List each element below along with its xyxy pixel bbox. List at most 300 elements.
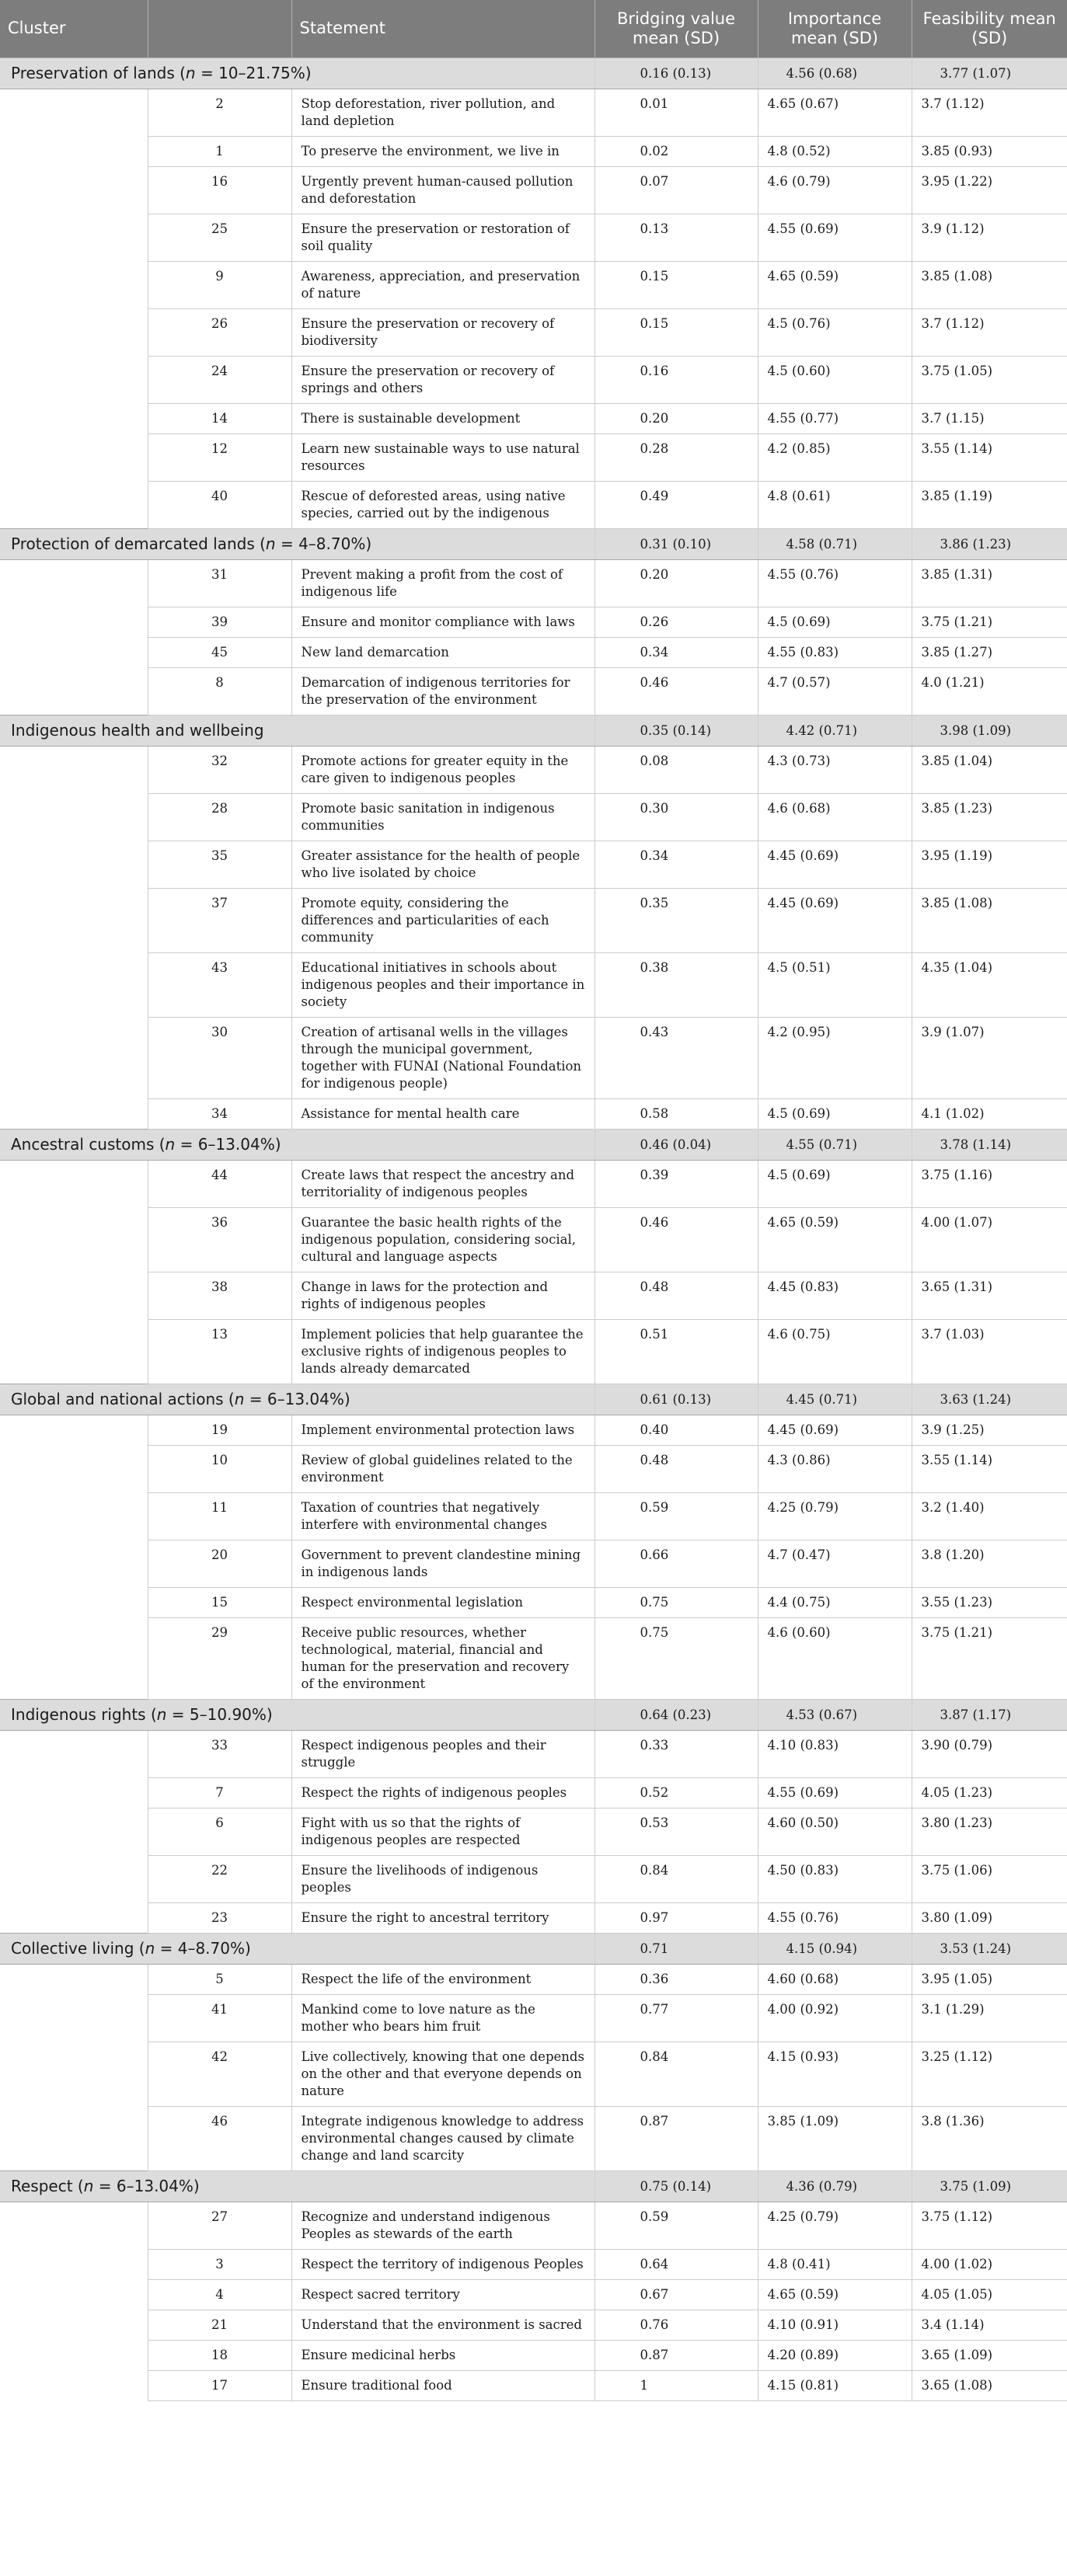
- importance-value: 4.00 (0.92): [758, 1994, 912, 2042]
- statement-text: Demarcation of indigenous territories for the preservation of the environment: [291, 667, 595, 715]
- table-row: [0, 1319, 1067, 1384]
- statement-text: Greater assistance for the health of people who live isolated by choice: [291, 841, 595, 888]
- cluster-bridging-value: 0.31 (0.10): [595, 528, 758, 559]
- table-row: [0, 559, 1067, 607]
- table-body: [0, 57, 1067, 2400]
- statement-text: Fight with us so that the rights of indigenous peoples are respected: [291, 1808, 595, 1855]
- table-row: [0, 841, 1067, 888]
- cluster-spacer-cell: [0, 1730, 148, 1933]
- statement-number: 18: [148, 2340, 291, 2370]
- feasibility-value: 4.00 (1.07): [912, 1207, 1067, 1272]
- statement-number: 46: [148, 2106, 291, 2170]
- importance-value: 4.55 (0.83): [758, 637, 912, 667]
- feasibility-value: 3.85 (1.31): [912, 559, 1067, 607]
- bridging-value: 0.75: [595, 1617, 758, 1699]
- statement-number: 36: [148, 1207, 291, 1272]
- importance-value: 4.5 (0.51): [758, 952, 912, 1017]
- bridging-value: 0.35: [595, 888, 758, 952]
- table-row: [0, 2279, 1067, 2310]
- bridging-value: 0.84: [595, 2042, 758, 2106]
- cluster-row: [0, 715, 1067, 746]
- table-row: [0, 746, 1067, 793]
- feasibility-value: 3.85 (1.04): [912, 746, 1067, 793]
- bridging-value: 0.59: [595, 2202, 758, 2249]
- feasibility-value: 3.25 (1.12): [912, 2042, 1067, 2106]
- cluster-name: [0, 1129, 595, 1160]
- bridging-value: 0.01: [595, 89, 758, 136]
- table-row: [0, 667, 1067, 715]
- table-row: [0, 1855, 1067, 1902]
- cluster-bridging-value: 0.75 (0.14): [595, 2170, 758, 2202]
- table-row: [0, 1017, 1067, 1098]
- statement-number: 11: [148, 1492, 291, 1540]
- cluster-feasibility: 3.77 (1.07): [912, 57, 1067, 89]
- cluster-name: [0, 528, 595, 559]
- bridging-value: 0.15: [595, 261, 758, 308]
- feasibility-value: 3.8 (1.36): [912, 2106, 1067, 2170]
- statement-text: Respect indigenous peoples and their struggle: [291, 1730, 595, 1777]
- feasibility-value: 3.75 (1.06): [912, 1855, 1067, 1902]
- statement-text: Respect environmental legislation: [291, 1587, 595, 1617]
- cluster-n-symbol: n: [83, 2177, 94, 2195]
- statement-text: Rescue of deforested areas, using native species, carried out by the indigenous: [291, 481, 595, 528]
- bridging-value: 0.58: [595, 1098, 758, 1129]
- importance-value: 4.6 (0.79): [758, 166, 912, 214]
- bridging-value: 0.13: [595, 214, 758, 261]
- feasibility-value: 3.85 (1.19): [912, 481, 1067, 528]
- importance-value: 4.65 (0.59): [758, 261, 912, 308]
- feasibility-value: 3.75 (1.05): [912, 356, 1067, 403]
- table-row: [0, 1777, 1067, 1808]
- table-row: [0, 1415, 1067, 1445]
- cluster-name-label: Collective living (: [11, 1939, 145, 1958]
- table-row: [0, 793, 1067, 841]
- table-row: [0, 136, 1067, 166]
- bridging-value: 0.30: [595, 793, 758, 841]
- cluster-name: [0, 1933, 595, 1964]
- cluster-feasibility: 3.78 (1.14): [912, 1129, 1067, 1160]
- cluster-count: = 6–13.04%): [175, 1135, 281, 1154]
- feasibility-value: 4.35 (1.04): [912, 952, 1067, 1017]
- feasibility-value: 3.85 (1.08): [912, 261, 1067, 308]
- statement-text: Ensure traditional food: [291, 2370, 595, 2400]
- cluster-row: [0, 2170, 1067, 2202]
- cluster-count: = 4–8.70%): [275, 534, 372, 553]
- importance-value: 4.5 (0.69): [758, 607, 912, 637]
- cluster-count: = 4–8.70%): [155, 1939, 251, 1958]
- table-row: [0, 2042, 1067, 2106]
- bridging-value: 0.77: [595, 1994, 758, 2042]
- importance-value: 4.60 (0.68): [758, 1964, 912, 1994]
- bridging-value: 0.08: [595, 746, 758, 793]
- bridging-value: 0.76: [595, 2310, 758, 2340]
- cluster-n-symbol: n: [165, 1135, 176, 1154]
- statement-text: Government to prevent clandestine mining in indigenous lands: [291, 1540, 595, 1587]
- statement-text: Assistance for mental health care: [291, 1098, 595, 1129]
- importance-value: 4.65 (0.67): [758, 89, 912, 136]
- table-row: [0, 1207, 1067, 1272]
- table-row: [0, 1808, 1067, 1855]
- statement-number: 42: [148, 2042, 291, 2106]
- statement-number: 5: [148, 1964, 291, 1994]
- cluster-importance: 4.42 (0.71): [758, 715, 912, 746]
- bridging-value: 0.33: [595, 1730, 758, 1777]
- bridging-value: 0.02: [595, 136, 758, 166]
- statement-text: Ensure and monitor compliance with laws: [291, 607, 595, 637]
- table-row: [0, 1492, 1067, 1540]
- feasibility-value: 3.55 (1.14): [912, 433, 1067, 481]
- statement-number: 41: [148, 1994, 291, 2042]
- table-row: [0, 433, 1067, 481]
- cluster-row: [0, 528, 1067, 559]
- importance-value: 4.8 (0.61): [758, 481, 912, 528]
- table-row: [0, 1272, 1067, 1319]
- statement-number: 12: [148, 433, 291, 481]
- cluster-name-label: Preservation of lands (: [11, 64, 186, 82]
- statement-number: 15: [148, 1587, 291, 1617]
- cluster-row: [0, 1129, 1067, 1160]
- statement-text: Awareness, appreciation, and preservation of nature: [291, 261, 595, 308]
- table-row: [0, 607, 1067, 637]
- cluster-name-label: Indigenous health and wellbeing: [11, 721, 264, 740]
- bridging-value: 0.16: [595, 356, 758, 403]
- table-row: [0, 403, 1067, 433]
- statement-text: Ensure medicinal herbs: [291, 2340, 595, 2370]
- cluster-spacer-cell: [0, 1160, 148, 1384]
- table-row: [0, 1902, 1067, 1933]
- feasibility-value: 3.85 (1.27): [912, 637, 1067, 667]
- bridging-value: 0.38: [595, 952, 758, 1017]
- statement-text: Implement environmental protection laws: [291, 1415, 595, 1445]
- cluster-bridging-value: 0.16 (0.13): [595, 57, 758, 89]
- bridging-value: 1: [595, 2370, 758, 2400]
- cluster-spacer-cell: [0, 559, 148, 715]
- table-row: [0, 481, 1067, 528]
- statement-text: Stop deforestation, river pollution, and land depletion: [291, 89, 595, 136]
- importance-value: 4.5 (0.76): [758, 308, 912, 356]
- feasibility-value: 3.65 (1.31): [912, 1272, 1067, 1319]
- statement-number: 44: [148, 1160, 291, 1207]
- importance-value: 4.15 (0.93): [758, 2042, 912, 2106]
- cluster-spacer-cell: [0, 746, 148, 1129]
- feasibility-value: 4.05 (1.23): [912, 1777, 1067, 1808]
- table-row: [0, 2202, 1067, 2249]
- statement-number: 10: [148, 1445, 291, 1492]
- table-row: [0, 637, 1067, 667]
- bridging-value: 0.49: [595, 481, 758, 528]
- statement-number: 40: [148, 481, 291, 528]
- table-row: [0, 1445, 1067, 1492]
- table-row: [0, 952, 1067, 1017]
- bridging-value: 0.59: [595, 1492, 758, 1540]
- statement-number: 22: [148, 1855, 291, 1902]
- importance-value: 4.8 (0.41): [758, 2249, 912, 2279]
- statement-text: Receive public resources, whether technological, material, financial and human for the preservation and recovery of the environment: [291, 1617, 595, 1699]
- table-header-row: [0, 0, 1067, 57]
- statement-text: Respect sacred territory: [291, 2279, 595, 2310]
- feasibility-value: 3.1 (1.29): [912, 1994, 1067, 2042]
- statement-text: Ensure the preservation or recovery of springs and others: [291, 356, 595, 403]
- feasibility-value: 3.80 (1.23): [912, 1808, 1067, 1855]
- table-row: [0, 261, 1067, 308]
- statement-text: Change in laws for the protection and rights of indigenous peoples: [291, 1272, 595, 1319]
- cluster-spacer-cell: [0, 2202, 148, 2400]
- cluster-n-symbol: n: [185, 64, 196, 82]
- bridging-value: 0.84: [595, 1855, 758, 1902]
- importance-value: 4.45 (0.69): [758, 888, 912, 952]
- statement-text: To preserve the environment, we live in: [291, 136, 595, 166]
- bridging-value: 0.26: [595, 607, 758, 637]
- statement-number: 29: [148, 1617, 291, 1699]
- statement-number: 2: [148, 89, 291, 136]
- feasibility-value: 3.2 (1.40): [912, 1492, 1067, 1540]
- cluster-feasibility: 3.63 (1.24): [912, 1384, 1067, 1415]
- feasibility-value: 3.85 (1.08): [912, 888, 1067, 952]
- table-row: [0, 1540, 1067, 1587]
- cluster-bridging-value: 0.61 (0.13): [595, 1384, 758, 1415]
- bridging-value: 0.87: [595, 2106, 758, 2170]
- table-row: [0, 1617, 1067, 1699]
- feasibility-value: 4.05 (1.05): [912, 2279, 1067, 2310]
- statement-text: Live collectively, knowing that one depends on the other and that everyone depends on nature: [291, 2042, 595, 2106]
- statement-text: Prevent making a profit from the cost of indigenous life: [291, 559, 595, 607]
- bridging-value: 0.53: [595, 1808, 758, 1855]
- cluster-bridging-value: 0.35 (0.14): [595, 715, 758, 746]
- statement-number: 38: [148, 1272, 291, 1319]
- bridging-value: 0.67: [595, 2279, 758, 2310]
- table-row: [0, 2340, 1067, 2370]
- table-row: [0, 888, 1067, 952]
- statement-number: 39: [148, 607, 291, 637]
- statement-text: There is sustainable development: [291, 403, 595, 433]
- statement-text: Recognize and understand indigenous Peoples as stewards of the earth: [291, 2202, 595, 2249]
- importance-value: 4.4 (0.75): [758, 1587, 912, 1617]
- importance-value: 4.3 (0.86): [758, 1445, 912, 1492]
- feasibility-value: 3.9 (1.07): [912, 1017, 1067, 1098]
- cluster-importance: 4.53 (0.67): [758, 1699, 912, 1730]
- cluster-feasibility: 3.98 (1.09): [912, 715, 1067, 746]
- cluster-importance: 4.55 (0.71): [758, 1129, 912, 1160]
- importance-value: 4.6 (0.68): [758, 793, 912, 841]
- feasibility-value: 3.95 (1.05): [912, 1964, 1067, 1994]
- bridging-value: 0.15: [595, 308, 758, 356]
- cluster-importance: 4.58 (0.71): [758, 528, 912, 559]
- cluster-feasibility: 3.53 (1.24): [912, 1933, 1067, 1964]
- table-row: [0, 1587, 1067, 1617]
- feasibility-value: 4.0 (1.21): [912, 667, 1067, 715]
- importance-value: 4.5 (0.60): [758, 356, 912, 403]
- feasibility-value: 4.00 (1.02): [912, 2249, 1067, 2279]
- statement-text: Educational initiatives in schools about indigenous peoples and their importance in society: [291, 952, 595, 1017]
- statement-number: 7: [148, 1777, 291, 1808]
- cluster-spacer-cell: [0, 1964, 148, 2170]
- statement-number: 27: [148, 2202, 291, 2249]
- statement-number: 6: [148, 1808, 291, 1855]
- statement-number: 14: [148, 403, 291, 433]
- feasibility-value: 3.75 (1.16): [912, 1160, 1067, 1207]
- cluster-importance: 4.36 (0.79): [758, 2170, 912, 2202]
- cluster-n-symbol: n: [265, 534, 276, 553]
- statement-text: Guarantee the basic health rights of the indigenous population, considering social, cultural and language aspects: [291, 1207, 595, 1272]
- cluster-bridging-value: 0.46 (0.04): [595, 1129, 758, 1160]
- bridging-value: 0.51: [595, 1319, 758, 1384]
- importance-value: 4.50 (0.83): [758, 1855, 912, 1902]
- cluster-importance: 4.56 (0.68): [758, 57, 912, 89]
- statement-text: Creation of artisanal wells in the villages through the municipal government, together with FUNAI (National Foundation for indigenous people): [291, 1017, 595, 1098]
- statement-number: 23: [148, 1902, 291, 1933]
- bridging-value: 0.87: [595, 2340, 758, 2370]
- table-row: [0, 308, 1067, 356]
- table-row: [0, 1964, 1067, 1994]
- bridging-value: 0.07: [595, 166, 758, 214]
- statement-text: Ensure the right to ancestral territory: [291, 1902, 595, 1933]
- cluster-n-symbol: n: [234, 1390, 245, 1408]
- statement-text: Respect the rights of indigenous peoples: [291, 1777, 595, 1808]
- cluster-name: [0, 1699, 595, 1730]
- statement-text: Learn new sustainable ways to use natural resources: [291, 433, 595, 481]
- cluster-name: [0, 1384, 595, 1415]
- cluster-importance: 4.45 (0.71): [758, 1384, 912, 1415]
- cluster-name-label: Global and national actions (: [11, 1390, 235, 1408]
- importance-value: 4.55 (0.69): [758, 1777, 912, 1808]
- importance-value: 4.65 (0.59): [758, 2279, 912, 2310]
- header-feasibility: Feasibility mean (SD): [922, 9, 1056, 47]
- feasibility-value: 3.7 (1.15): [912, 403, 1067, 433]
- table-row: [0, 89, 1067, 136]
- header-importance: Importance mean (SD): [758, 0, 912, 57]
- cluster-row: [0, 1933, 1067, 1964]
- bridging-value: 0.46: [595, 1207, 758, 1272]
- bridging-value: 0.43: [595, 1017, 758, 1098]
- feasibility-value: 3.4 (1.14): [912, 2310, 1067, 2340]
- feasibility-value: 3.75 (1.12): [912, 2202, 1067, 2249]
- bridging-value: 0.36: [595, 1964, 758, 1994]
- statement-number: 4: [148, 2279, 291, 2310]
- feasibility-value: 3.80 (1.09): [912, 1902, 1067, 1933]
- table-row: [0, 166, 1067, 214]
- bridging-value: 0.34: [595, 841, 758, 888]
- feasibility-value: 3.7 (1.12): [912, 308, 1067, 356]
- statement-number: 32: [148, 746, 291, 793]
- importance-value: 4.45 (0.83): [758, 1272, 912, 1319]
- cluster-count: = 10–21.75%): [195, 64, 312, 82]
- statement-number: 37: [148, 888, 291, 952]
- table-row: [0, 356, 1067, 403]
- feasibility-value: 3.8 (1.20): [912, 1540, 1067, 1587]
- header-statement: Statement: [291, 0, 595, 57]
- feasibility-value: 3.90 (0.79): [912, 1730, 1067, 1777]
- feasibility-value: 3.55 (1.14): [912, 1445, 1067, 1492]
- cluster-bridging-value: 0.64 (0.23): [595, 1699, 758, 1730]
- statement-text: Mankind come to love nature as the mother who bears him fruit: [291, 1994, 595, 2042]
- importance-value: 4.60 (0.50): [758, 1808, 912, 1855]
- importance-value: 4.25 (0.79): [758, 1492, 912, 1540]
- statement-number: 21: [148, 2310, 291, 2340]
- statement-text: Respect the life of the environment: [291, 1964, 595, 1994]
- feasibility-value: 3.55 (1.23): [912, 1587, 1067, 1617]
- bridging-value: 0.66: [595, 1540, 758, 1587]
- statement-number: 17: [148, 2370, 291, 2400]
- statement-text: Promote equity, considering the differences and particularities of each community: [291, 888, 595, 952]
- importance-value: 4.25 (0.79): [758, 2202, 912, 2249]
- table-row: [0, 2106, 1067, 2170]
- statement-number: 1: [148, 136, 291, 166]
- importance-value: 4.2 (0.95): [758, 1017, 912, 1098]
- bridging-value: 0.75: [595, 1587, 758, 1617]
- bridging-value: 0.97: [595, 1902, 758, 1933]
- statement-number: 13: [148, 1319, 291, 1384]
- cluster-spacer-cell: [0, 89, 148, 528]
- statement-text: Create laws that respect the ancestry and territoriality of indigenous peoples: [291, 1160, 595, 1207]
- bridging-value: 0.48: [595, 1272, 758, 1319]
- statement-number: 43: [148, 952, 291, 1017]
- feasibility-value: 3.7 (1.03): [912, 1319, 1067, 1384]
- statement-number: 35: [148, 841, 291, 888]
- cluster-spacer-cell: [0, 1415, 148, 1699]
- feasibility-value: 3.9 (1.12): [912, 214, 1067, 261]
- feasibility-value: 3.7 (1.12): [912, 89, 1067, 136]
- table-row: [0, 214, 1067, 261]
- table-row: [0, 1994, 1067, 2042]
- bridging-value: 0.28: [595, 433, 758, 481]
- cluster-count: = 6–13.04%): [244, 1390, 350, 1408]
- statement-text: Ensure the livelihoods of indigenous peoples: [291, 1855, 595, 1902]
- cluster-row: [0, 57, 1067, 89]
- cluster-count: = 6–13.04%): [93, 2177, 200, 2195]
- table-row: [0, 1098, 1067, 1129]
- header-cluster: Cluster: [0, 0, 148, 57]
- table-row: [0, 2310, 1067, 2340]
- cluster-name-label: Ancestral customs (: [11, 1135, 166, 1154]
- cluster-row: [0, 1699, 1067, 1730]
- importance-value: 4.45 (0.69): [758, 841, 912, 888]
- bridging-value: 0.64: [595, 2249, 758, 2279]
- feasibility-value: 3.9 (1.25): [912, 1415, 1067, 1445]
- cluster-n-symbol: n: [156, 1705, 167, 1724]
- statement-text: Promote basic sanitation in indigenous communities: [291, 793, 595, 841]
- statement-text: Review of global guidelines related to the environment: [291, 1445, 595, 1492]
- importance-value: 4.55 (0.76): [758, 1902, 912, 1933]
- importance-value: 4.55 (0.69): [758, 214, 912, 261]
- statement-number: 20: [148, 1540, 291, 1587]
- cluster-feasibility: 3.75 (1.09): [912, 2170, 1067, 2202]
- cluster-n-symbol: n: [145, 1939, 155, 1958]
- statement-number: 3: [148, 2249, 291, 2279]
- statement-text: Urgently prevent human-caused pollution and deforestation: [291, 166, 595, 214]
- cluster-name: [0, 2170, 595, 2202]
- cluster-feasibility: 3.86 (1.23): [912, 528, 1067, 559]
- importance-value: 4.8 (0.52): [758, 136, 912, 166]
- statement-number: 9: [148, 261, 291, 308]
- statement-number: 45: [148, 637, 291, 667]
- statement-text: Ensure the preservation or recovery of biodiversity: [291, 308, 595, 356]
- feasibility-value: 3.65 (1.08): [912, 2370, 1067, 2400]
- statement-number: 31: [148, 559, 291, 607]
- bridging-value: 0.34: [595, 637, 758, 667]
- cluster-name: [0, 57, 595, 89]
- feasibility-value: 3.75 (1.21): [912, 607, 1067, 637]
- statement-number: 16: [148, 166, 291, 214]
- statement-number: 33: [148, 1730, 291, 1777]
- cluster-name: [0, 715, 595, 746]
- cluster-row: [0, 1384, 1067, 1415]
- statement-text: New land demarcation: [291, 637, 595, 667]
- importance-value: 4.10 (0.83): [758, 1730, 912, 1777]
- statement-text: Respect the territory of indigenous Peoples: [291, 2249, 595, 2279]
- importance-value: 4.45 (0.69): [758, 1415, 912, 1445]
- feasibility-value: 3.85 (0.93): [912, 136, 1067, 166]
- cluster-name-label: Indigenous rights (: [11, 1705, 157, 1724]
